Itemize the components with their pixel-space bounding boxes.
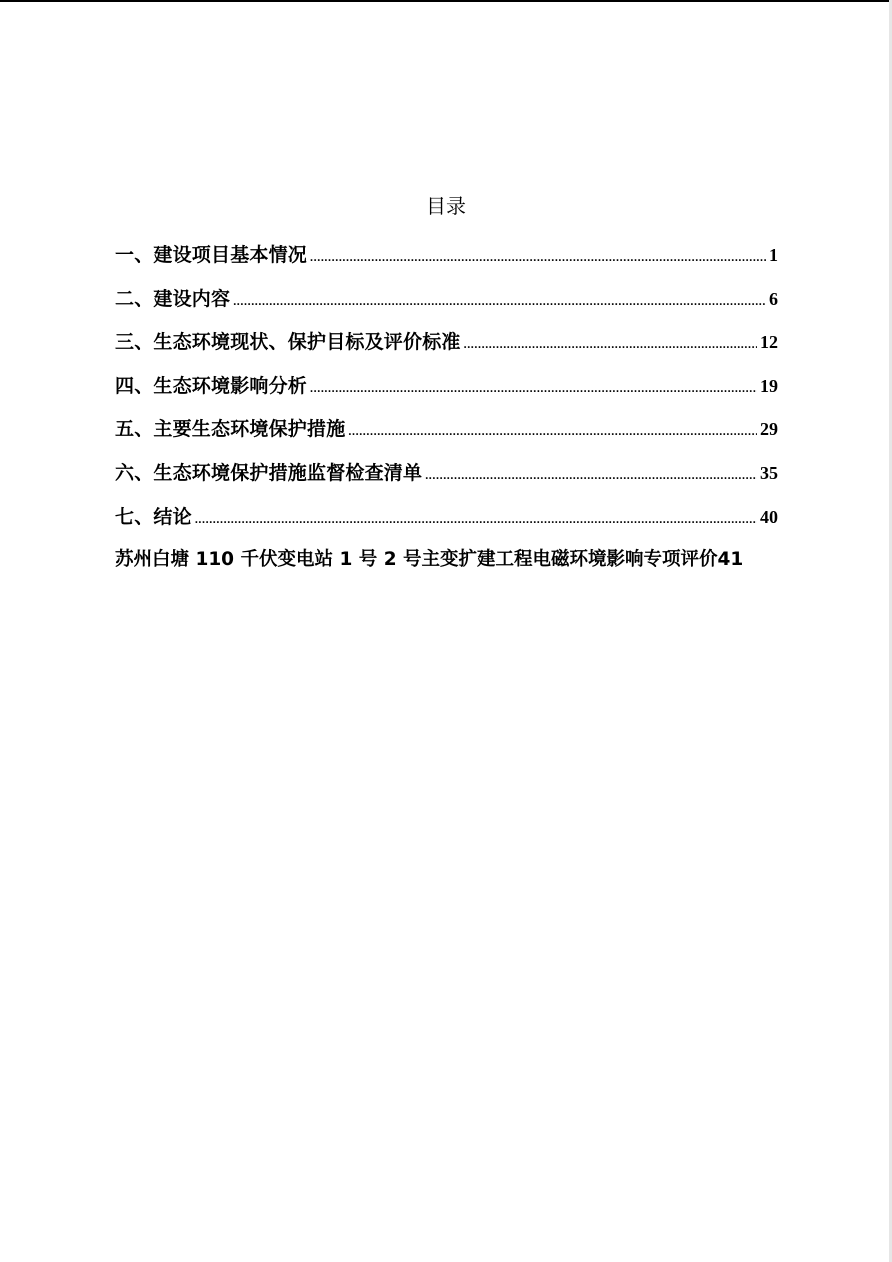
- toc-page-number: 40: [760, 506, 778, 527]
- toc-leader-dots: [195, 512, 757, 527]
- toc-entry-6[interactable]: [115, 458, 778, 502]
- table-of-contents: [115, 240, 778, 589]
- toc-leader-dots: [464, 337, 757, 352]
- toc-entry-4[interactable]: [115, 371, 778, 415]
- toc-entry-3[interactable]: [115, 327, 778, 371]
- toc-page-number: 29: [760, 419, 778, 440]
- toc-entry-5[interactable]: [115, 414, 778, 458]
- toc-page-number: 1: [769, 245, 778, 265]
- toc-entry-label: 一、建设项目基本情况: [115, 244, 308, 266]
- toc-entry-2[interactable]: [115, 284, 778, 328]
- toc-leader-dots: [233, 294, 766, 309]
- toc-entry-label: 二、建设内容: [115, 287, 231, 310]
- toc-leader-dots: [310, 250, 766, 265]
- toc-entry-7[interactable]: [115, 502, 778, 546]
- toc-appendix-label: 苏州白塘 110 千伏变电站 1 号 2 号主变扩建工程电磁环境影响专项评价41: [115, 549, 744, 571]
- toc-leader-dots: [425, 468, 757, 483]
- toc-page-number: 6: [769, 288, 778, 309]
- toc-leader-dots: [310, 381, 757, 396]
- toc-entry-label: 三、生态环境现状、保护目标及评价标准: [115, 331, 461, 354]
- toc-entry-1[interactable]: [115, 240, 778, 284]
- toc-title: 目录: [426, 194, 466, 218]
- toc-entry-label: 四、生态环境影响分析: [115, 374, 308, 397]
- toc-page-number: 12: [760, 332, 778, 353]
- toc-leader-dots: [348, 424, 757, 439]
- toc-entry-label: 七、结论: [115, 505, 192, 528]
- toc-page-number: 35: [760, 462, 778, 483]
- toc-entry-appendix[interactable]: [115, 545, 778, 589]
- toc-entry-label: 六、生态环境保护措施监督检查清单: [115, 461, 423, 484]
- page-top-border: [0, 0, 892, 2]
- toc-page-number: 19: [760, 375, 778, 396]
- toc-entry-label: 五、主要生态环境保护措施: [115, 418, 346, 441]
